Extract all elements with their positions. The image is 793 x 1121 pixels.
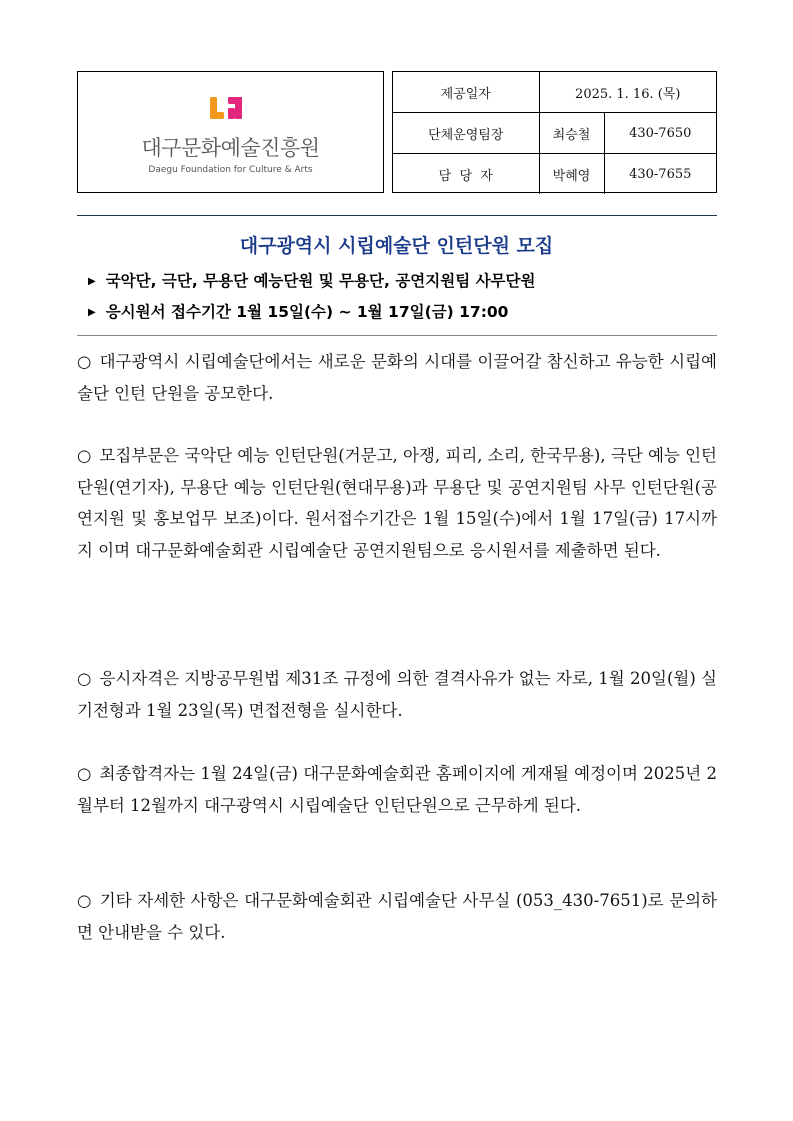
circle-bullet-icon: ○ [77,669,92,688]
contact-info-table [393,72,716,194]
circle-bullet-icon: ○ [77,891,92,910]
top-divider [77,215,717,216]
circle-bullet-icon: ○ [77,352,92,371]
page-title: 대구광역시 시립예술단 인턴단원 모집 [239,235,554,257]
logo-english-name: Daegu Foundation for Culture & Arts [148,165,313,175]
foundation-logo-icon [208,96,244,122]
section-divider [77,335,717,336]
manager-name: 최승철 [539,113,604,154]
paragraph-recruitment [77,440,717,566]
paragraph-text: 응시자격은 지방공무원법 제31조 규정에 의한 결격사유가 없는 자로, 1월 20일(월) 실기전형과 1월 23일(목) 면접전형을 실시한다. [77,669,717,720]
date-value: 2025. 1. 16. (목) [539,72,716,113]
paragraph-contact [77,885,717,948]
triangle-bullet-icon: ▶ [88,307,96,318]
manager-phone: 430-7650 [604,113,716,154]
date-label: 제공일자 [393,72,539,113]
staff-name: 박혜영 [539,154,604,195]
triangle-bullet-icon: ▶ [88,276,96,287]
paragraph-text: 최종합격자는 1월 24일(금) 대구문화예술회관 홈페이지에 게재될 예정이며 2025년 2월부터 12월까지 대구광역시 시립예술단 인턴단원으로 근무하게 된다. [77,764,717,815]
circle-bullet-icon: ○ [77,764,92,783]
paragraph-text: 대구광역시 시립예술단에서는 새로운 문화의 시대를 이끌어갈 참신하고 유능한 시립예술단 인턴 단원을 공모한다. [77,352,717,403]
paragraph-final-result [77,758,717,821]
manager-label: 단체운영팀장 [393,113,539,154]
staff-row [393,154,716,195]
paragraph-eligibility [77,663,717,726]
staff-label: 담 당 자 [393,154,539,195]
manager-row [393,113,716,154]
circle-bullet-icon: ○ [77,446,92,465]
paragraph-text: 모집부문은 국악단 예능 인턴단원(거문고, 아쟁, 피리, 소리, 한국무용), 극단 예능 인턴단원(연기자), 무용단 예능 인턴단원(현대무용)과 무용단 및 공연지원팀 사무 인턴단원(공연지원 및 홍보업무 보조)이다. 원서접수기간은 1월 15일(수)에서 1월 17일(금) 17시까지 이며 대구문화예술회관 시립예술단 공연지원팀으로 응시원서를 제출하면 된다. [77,446,717,560]
logo-box [77,71,384,193]
paragraph-text: 기타 자세한 사항은 대구문화예술회관 시립예술단 사무실 (053_430-7651)로 문의하면 안내받을 수 있다. [77,891,717,942]
subhead-1-text: 국악단, 극단, 무용단 예능단원 및 무용단, 공연지원팀 사무단원 [105,272,536,290]
contact-info-box [392,71,717,193]
subhead-2-text: 응시원서 접수기간 1월 15일(수) ~ 1월 17일(금) 17:00 [105,303,509,321]
subhead-2 [88,300,508,322]
logo-korean-name: 대구문화예술진흥원 [141,136,320,160]
paragraph-intro [77,346,717,409]
subhead-1 [88,269,535,291]
staff-phone: 430-7655 [604,154,716,195]
date-row [393,72,716,113]
